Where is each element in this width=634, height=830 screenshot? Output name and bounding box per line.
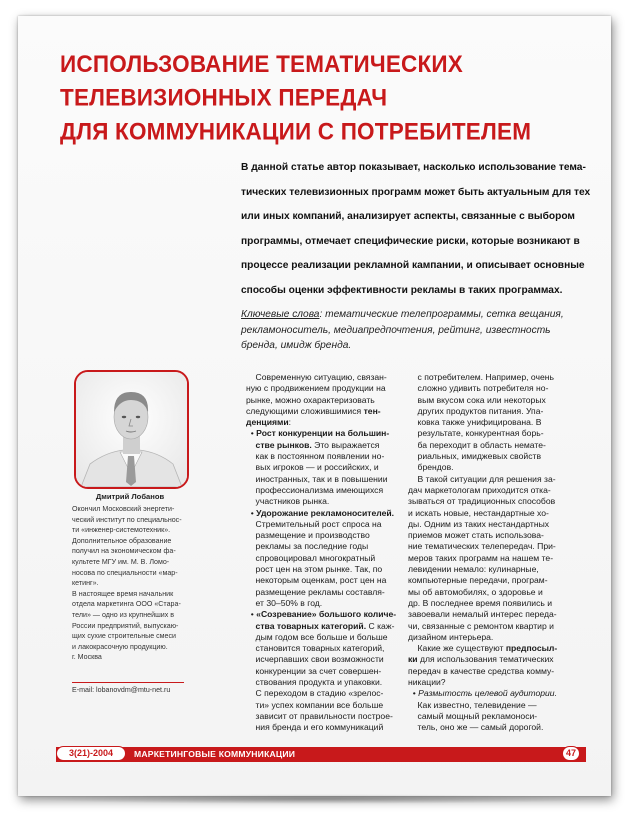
body-line — [408, 474, 558, 485]
body-line — [408, 541, 558, 552]
body-line — [246, 372, 392, 383]
body-line — [408, 700, 558, 711]
bio-line: г. Москва — [72, 653, 102, 662]
text-run: никации? — [408, 677, 446, 688]
body-line — [246, 541, 392, 552]
author-divider — [72, 682, 184, 683]
text-run: ства товарных категорий. — [246, 620, 367, 631]
lead-paragraph — [241, 156, 591, 304]
text-run: ба переходит в область немате- — [408, 439, 546, 450]
text-run: некоторым оценкам, рост цен на — [246, 575, 387, 586]
author-email[interactable]: E-mail: lobanovdm@mtu-net.ru — [72, 686, 171, 694]
body-line — [408, 632, 558, 643]
text-run: • — [246, 507, 257, 518]
text-run: с потребителем. Например, очень — [408, 372, 554, 382]
body-line — [246, 620, 395, 632]
text-run: денциями — [246, 417, 289, 428]
text-run: дач маркетологам приходится отка- — [408, 484, 551, 495]
text-run: других продуктов питания. Упа- — [408, 405, 544, 416]
bio-line: щих сухие строительные смеси — [72, 632, 177, 641]
keywords-line — [241, 307, 575, 323]
body-line — [246, 451, 392, 462]
body-line — [246, 474, 392, 485]
author-bio — [72, 504, 194, 663]
body-line — [408, 598, 558, 609]
text-run: компьютерные передачи, програм- — [408, 575, 548, 586]
body-line — [246, 383, 392, 394]
body-line — [246, 643, 392, 654]
body-line — [246, 609, 397, 620]
text-run: спровоцировал многократный — [246, 552, 376, 563]
body-line — [408, 711, 558, 722]
body-line — [246, 654, 392, 665]
text-run: рост цен на этом рынке. Так, по — [246, 564, 383, 575]
body-line — [408, 553, 558, 564]
text-run: дизайном интерьера. — [408, 631, 494, 642]
keywords-text: : тематические телепрограммы, сетка вещания, — [319, 309, 564, 320]
bio-line: и лакокрасочную продукцию. — [72, 642, 168, 651]
body-line — [408, 722, 558, 733]
text-run: Размытость целевой аудитории. — [418, 688, 557, 699]
body-line — [246, 440, 392, 451]
body-line — [408, 406, 558, 417]
text-run: самый мощный рекламоноси- — [408, 710, 538, 721]
body-line — [246, 519, 392, 530]
text-run: становится товарных категорий, — [246, 643, 385, 654]
bio-line: отдела маркетинга ООО «Стара- — [72, 600, 181, 609]
body-line — [246, 395, 392, 406]
body-line — [408, 677, 558, 688]
text-run: тен- — [363, 405, 381, 416]
body-line — [246, 688, 392, 699]
text-run: чи, связанные с ремонтом квартир и — [408, 620, 554, 631]
text-run: тель, оно же — самый дорогой. — [408, 722, 544, 733]
text-run: как в постоянном появлении но- — [246, 451, 385, 462]
text-run: : — [288, 417, 292, 428]
text-run: зываться от традиционных способов — [408, 496, 556, 507]
title-line: ДЛЯ КОММУНИКАЦИИ С ПОТРЕБИТЕЛЕМ — [60, 118, 532, 145]
text-run: зависит от правильности построе- — [246, 710, 393, 721]
author-name: Дмитрий Лобанов — [95, 492, 165, 501]
body-line — [246, 406, 392, 417]
body-line — [408, 395, 558, 406]
body-line — [246, 700, 392, 711]
text-run: Как известно, телевидение — — [408, 699, 537, 710]
bio-line: Дополнительное образование — [72, 536, 172, 545]
keywords-line: бренда, имидж бренда. — [241, 340, 352, 351]
text-run: меров таких программ на нашем те- — [408, 552, 554, 563]
text-run: Удорожание рекламоносителей. — [256, 507, 395, 518]
body-line — [408, 643, 558, 654]
text-run: вым вкусом сока или некоторых — [408, 394, 546, 405]
body-line — [246, 496, 392, 507]
bio-line: кетинг». — [72, 579, 99, 588]
text-run: размещение и производство — [246, 530, 370, 541]
text-run: риальных, имиджевых свойств — [408, 451, 542, 462]
author-photo — [74, 370, 189, 489]
body-line — [408, 621, 558, 632]
text-run: С каж- — [366, 620, 395, 631]
body-line — [246, 553, 392, 564]
text-run: исчерпавших свои возможности — [246, 654, 384, 665]
title-line: ТЕЛЕВИЗИОННЫХ ПЕРЕДАЧ — [60, 84, 388, 111]
text-run: для использования тематических — [417, 654, 554, 665]
body-line — [408, 496, 558, 507]
body-column-1 — [246, 372, 397, 734]
body-line — [408, 440, 558, 451]
bio-line: носова по специальности «мар- — [72, 568, 178, 577]
body-line — [246, 598, 392, 609]
text-run: «Созревание» большого количе- — [256, 609, 397, 620]
body-line — [408, 485, 558, 496]
body-line — [246, 485, 392, 496]
text-run: • — [246, 609, 257, 620]
body-column-2 — [408, 372, 558, 734]
text-run: Современную ситуацию, связан- — [246, 372, 387, 382]
bio-line: России предприятий, выпускаю- — [72, 621, 179, 630]
text-run: Рост конкуренции на большин- — [256, 428, 390, 439]
body-line — [408, 688, 558, 699]
page-shadow — [30, 794, 605, 804]
body-line — [408, 530, 558, 541]
text-run: рынке, можно охарактеризовать — [246, 394, 375, 405]
text-run: • — [246, 428, 257, 439]
text-run: результате, конкурентная борь- — [408, 428, 544, 439]
body-line — [246, 462, 392, 473]
text-run: сложно удивить потребителя но- — [408, 383, 549, 394]
text-run: дым годом все больше и больше — [246, 631, 388, 642]
text-run: ковка также унифицирована. В — [408, 417, 542, 428]
body-line — [246, 428, 392, 439]
lead-line: программы, отмечает специфические риски, которые возникают в — [241, 235, 580, 247]
keywords-block — [241, 307, 575, 354]
text-run: ки — [408, 654, 418, 665]
text-run: вых игроков — и российских, и — [246, 462, 379, 473]
text-run: завоевали немалый интерес переда- — [408, 609, 557, 620]
lead-line: процессе реализации рекламной кампании, и описывает основные — [241, 260, 585, 272]
text-run: Это выражается — [311, 439, 380, 450]
issue-number: 3(21)-2004 — [56, 746, 126, 761]
body-line — [408, 417, 558, 428]
text-run: ния бренда и его коммуникаций — [246, 722, 384, 733]
text-run: передач в качестве средства комму- — [408, 665, 555, 676]
text-run: левидении немало: кулинарные, — [408, 564, 539, 575]
body-line — [408, 383, 558, 394]
body-line — [246, 711, 392, 722]
bio-line: Окончил Московский энергети- — [72, 505, 175, 513]
body-line — [246, 530, 392, 541]
bio-line: В настоящее время начальник — [72, 589, 174, 598]
bio-line: получил на экономическом фа- — [72, 547, 176, 556]
text-run: иностранных, так и в повышении — [246, 473, 388, 484]
article-title — [60, 48, 600, 149]
lead-line: В данной статье автор показывает, насколько использование тема- — [241, 162, 586, 173]
text-run: предпосыл- — [505, 643, 558, 654]
body-line — [408, 508, 558, 519]
magazine-title: МАРКЕТИНГОВЫЕ КОММУНИКАЦИИ — [134, 749, 296, 759]
body-line — [408, 428, 558, 439]
bio-line: ческий институт по специальнос- — [72, 515, 182, 524]
body-line — [408, 564, 558, 575]
text-run: профессионализма имеющихся — [246, 484, 384, 495]
body-line — [246, 507, 395, 519]
body-line — [408, 462, 558, 473]
text-run: приемов может стать использова- — [408, 530, 544, 541]
body-line — [246, 666, 392, 677]
text-run: размещение рекламы составля- — [246, 586, 385, 597]
text-run: следующими сложившимися — [246, 405, 364, 416]
text-run: конкуренции за счет совершен- — [246, 665, 382, 676]
body-line — [408, 372, 558, 383]
text-run: рекламы за последние годы — [246, 541, 369, 552]
body-line — [408, 654, 558, 665]
text-run: ти» успех компании все больше — [246, 699, 384, 710]
text-run: стве рынков. — [246, 439, 312, 450]
text-run: мы об автомобилях, о здоровье и — [408, 586, 543, 597]
body-line — [246, 632, 392, 643]
body-line — [408, 519, 558, 530]
lead-line: способы оценки эффективности рекламы в таких программах. — [241, 284, 563, 296]
body-line — [408, 575, 558, 586]
text-run: С переходом в стадию «зрелос- — [246, 688, 384, 699]
body-line — [408, 666, 558, 677]
body-line — [246, 575, 392, 586]
body-line — [408, 587, 558, 598]
body-line — [408, 609, 558, 620]
keywords-label: Ключевые слова — [241, 309, 320, 320]
text-run: ствования продукта и упаковки. — [246, 677, 383, 688]
body-line — [246, 417, 392, 428]
body-line — [246, 722, 392, 733]
bio-line: ти «инженер-системотехник». — [72, 526, 171, 535]
text-run: ет 30–50% в год. — [246, 597, 323, 608]
text-run: участников рынка. — [246, 496, 330, 507]
text-run: В такой ситуации для решения за- — [408, 473, 556, 484]
keywords-line: рекламоноситель, медиапредпочтения, рейтинг, известность — [241, 324, 551, 336]
lead-line: или иных компаний, анализирует аспекты, связанные с выбором — [241, 211, 575, 223]
body-line — [246, 587, 392, 598]
text-run: • — [408, 688, 419, 699]
text-run: ды. Одним из таких нестандартных — [408, 518, 550, 529]
text-run: др. В последнее время появились и — [408, 597, 553, 608]
bio-line: культете МГУ им. М. В. Ломо- — [72, 557, 170, 566]
body-line — [408, 451, 558, 462]
text-run: Какие же существуют — [408, 643, 506, 654]
lead-line: тических телевизионных программ может быть актуальным для тех — [241, 186, 591, 198]
body-line — [246, 677, 392, 688]
text-run: Стремительный рост спроса на — [246, 518, 382, 529]
text-run: и искать новые, нестандартные хо- — [408, 507, 549, 518]
page-number: 47 — [562, 746, 580, 761]
author-portrait-image — [76, 372, 187, 487]
title-line: ИСПОЛЬЗОВАНИЕ ТЕМАТИЧЕСКИХ — [60, 51, 464, 78]
text-run: ние тематических телепередач. При- — [408, 541, 556, 552]
text-run: ную с продвижением продукции на — [246, 383, 386, 394]
body-line — [246, 564, 392, 575]
bio-line: тели» — одно из крупнейших в — [72, 610, 175, 619]
text-run: брендов. — [408, 462, 454, 473]
